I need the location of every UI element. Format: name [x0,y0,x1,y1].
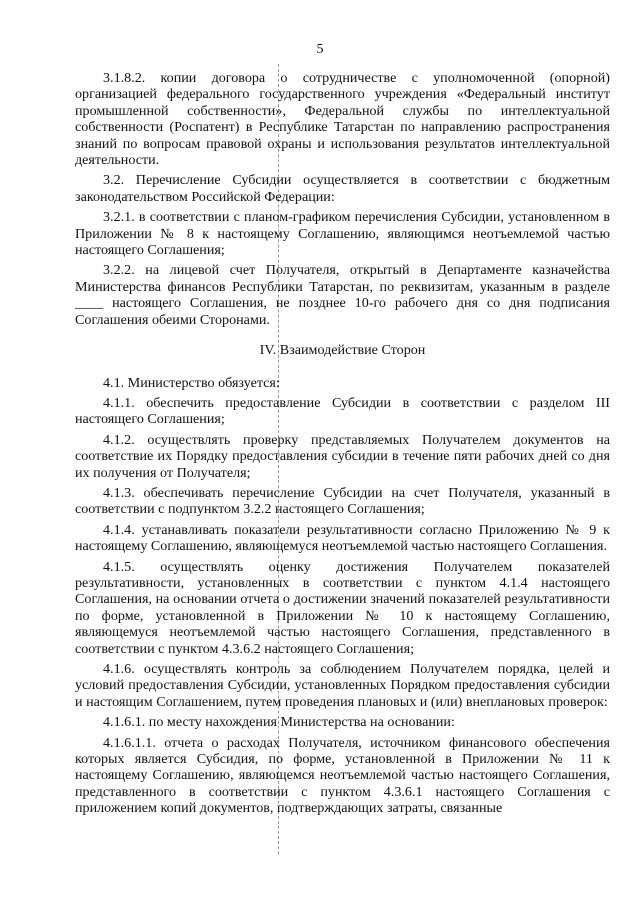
paragraph-4-1-6: 4.1.6. осуществлять контроль за соблюдением Получателем порядка, целей и условий предоставления Субсидии, установленных Порядком предоставления субсидии и настоящим Соглашением, путем проведения плановых и (или) внеплановых проверок: [75,661,610,710]
paragraph-4-1-4: 4.1.4. устанавливать показатели результативности согласно Приложению № 9 к настоящему Соглашению, являющемуся неотъемлемой частью настоящего Соглашения. [75,521,610,555]
paragraph-3-2-2: 3.2.2. на лицевой счет Получателя, открытый в Департаменте казначейства Министерства финансов Республики Татарстан, по реквизитам, указанным в разделе ____ настоящего Соглашения, не позднее 10-го рабочего дня со дня подписания Соглашения обеими Сторонами. [75,262,610,328]
paragraph-4-1: 4.1. Министерство обязуется: [103,374,280,391]
paragraph-3-2-1: 3.2.1. в соответствии с планом-графиком перечисления Субсидии, установленном в Приложении № 8 к настоящему Соглашению, являющимся неотъемлемой частью настоящего Соглашения; [75,209,610,259]
paragraph-3-1-8-2: 3.1.8.2. копии договора о сотрудничестве с уполномоченной (опорной) организацией федерального государственного учреждения «Федеральный институт промышленной собственности», Федеральной службы по интеллектуальной собственности (Роспатент) в Республике Татарстан по направлению распространения знаний по вопросам правовой охраны и использования результатов интеллектуальной деятельности. [75,70,610,169]
page-number: 5 [316,42,324,57]
paragraph-4-1-6-1: 4.1.6.1. по месту нахождения Министерства на основании: [103,714,455,731]
paragraph-4-1-2: 4.1.2. осуществлять проверку представляемых Получателем документов на соответствие их Порядку предоставления субсидии в течение пяти рабочих дней со дня их получения от Получателя; [75,431,610,481]
paragraph-4-1-6-1-1: 4.1.6.1.1. отчета о расходах Получателя, источником финансового обеспечения которых является Субсидия, по форме, установленной в Приложении № 11 к настоящему Соглашению, являющемся неотъемлемой частью настоящего Соглашения, представленного в соответствии с пунктом 4.3.6.1 настоящего Соглашения с приложением копий документов, подтверждающих затраты, связанные [75,734,610,817]
paragraph-4-1-5: 4.1.5. осуществлять оценку достижения Получателем показателей результативности, установленных в соответствии с пунктом 4.1.4 настоящего Соглашения, на основании отчета о достижении значений показателей результативности по форме, установленной в Приложении № 10 к настоящему Соглашению, являющемуся неотъемлемой частью настоящего Соглашения, представленного в соответствии с пунктом 4.3.6.2 настоящего Соглашения; [75,558,610,657]
section-title: IV. Взаимодействие Сторон [259,342,426,359]
paragraph-4-1-3: 4.1.3. обеспечивать перечисление Субсидии на счет Получателя, указанный в соответствии с подпунктом 3.2.2 настоящего Соглашения; [75,484,610,518]
paragraph-3-2: 3.2. Перечисление Субсидии осуществляется в соответствии с бюджетным законодательством Российской Федерации: [75,172,610,205]
document-body [75,70,610,821]
paragraph-4-1-1: 4.1.1. обеспечить предоставление Субсидии в соответствии с разделом III настоящего Соглашения; [75,394,610,428]
